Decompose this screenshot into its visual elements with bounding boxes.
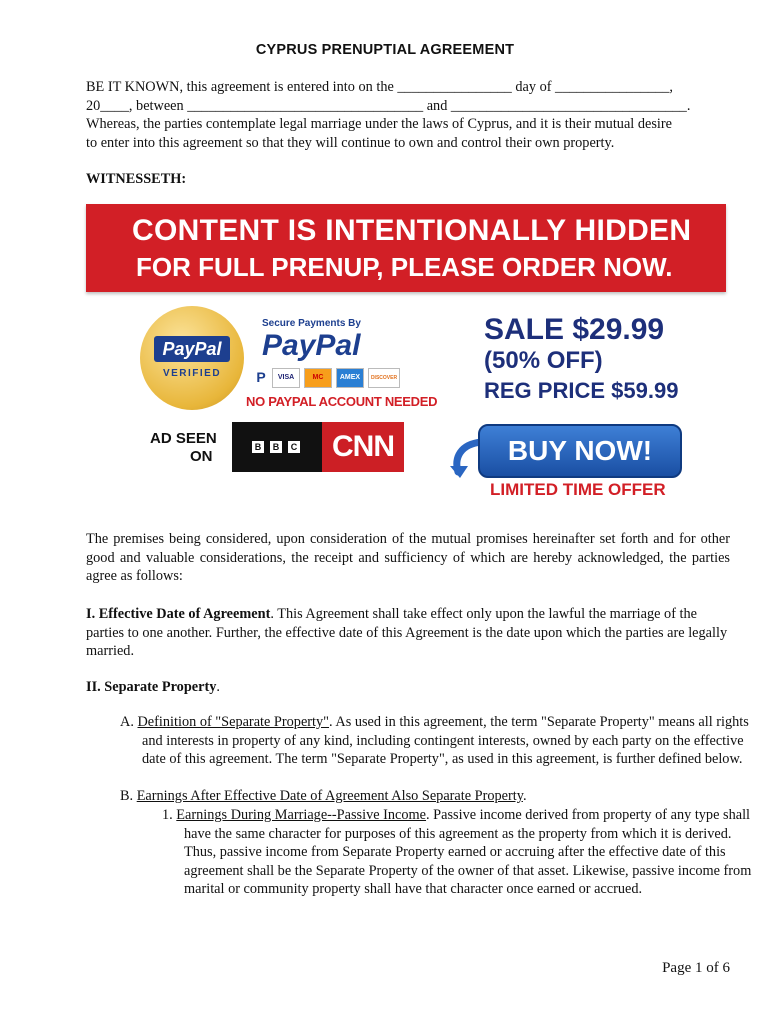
- section-punct: .: [216, 679, 220, 695]
- secure-payments-logo: [262, 318, 412, 363]
- ad-seen-on-label: [150, 430, 217, 466]
- cnn-logo: CNN: [322, 422, 404, 472]
- intro-line: 20____, between _________________________________ and _________________________________.: [86, 97, 691, 114]
- witnesseth-heading: WITNESSETH:: [86, 171, 187, 187]
- bbc-logo: [232, 422, 322, 472]
- intro-line: BE IT KNOWN, this agreement is entered into on the ________________ day of ________________,: [86, 79, 674, 95]
- banner-line-2: FOR FULL PRENUP, PLEASE ORDER NOW.: [136, 252, 673, 282]
- intro-line: to enter into this agreement so that they will continue to own and control their own property.: [86, 134, 615, 151]
- bbc-letter: B: [270, 441, 282, 453]
- bbc-letter: B: [252, 441, 264, 453]
- subsection-heading: Earnings After Effective Date of Agreement Also Separate Property: [136, 788, 523, 804]
- subsection-body: . As used in this agreement, the term "Separate Property" means all rights and interests in property of any kind, including contingent interests, owned by each party on the effective date of this agreement. The term "Separate Property", as used in this agreement, is further defined below.: [142, 714, 749, 767]
- subsection-b: [120, 787, 730, 806]
- subsection-prefix: B.: [120, 788, 137, 804]
- ad-seen-line-1: AD SEEN: [150, 430, 217, 447]
- subsection-prefix: A.: [120, 714, 138, 730]
- section-heading: I. Effective Date of Agreement: [86, 606, 271, 622]
- no-account-needed: NO PAYPAL ACCOUNT NEEDED: [246, 394, 438, 409]
- seal-paypal-label: PayPal: [154, 336, 230, 362]
- sale-price-block: [484, 314, 678, 406]
- paypal-p-icon: P: [256, 369, 266, 385]
- paypal-logo-text: PayPal: [262, 329, 361, 362]
- subsection-prefix: 1.: [162, 807, 177, 823]
- intro-paragraph: [86, 78, 730, 152]
- premises-paragraph: The premises being considered, upon consideration of the mutual promises hereinafter set forth and for other good and valuable considerations, the receipt and sufficiency of which are hereby acknowledged, the parties agree as follows:: [86, 531, 730, 584]
- section-heading: II. Separate Property: [86, 679, 217, 695]
- paypal-verified-seal: [140, 306, 244, 410]
- seal-verified-label: VERIFIED: [162, 368, 222, 379]
- discover-icon: DISCOVER: [368, 368, 400, 388]
- order-banner[interactable]: [86, 204, 726, 292]
- intro-line: Whereas, the parties contemplate legal marriage under the laws of Cyprus, and it is their mutual desire: [86, 116, 672, 132]
- secure-by-label: Secure Payments By: [262, 318, 361, 329]
- document-title: CYPRUS PRENUPTIAL AGREEMENT: [255, 42, 515, 58]
- sale-price: SALE $29.99: [484, 313, 665, 346]
- buy-now-button[interactable]: BUY NOW!: [478, 424, 682, 478]
- ad-seen-line-2: ON: [190, 448, 213, 465]
- section-separate-property: [86, 678, 730, 697]
- subsection-heading: Earnings During Marriage--Passive Income: [176, 807, 427, 823]
- section-body: . This Agreement shall take effect only upon the lawful the marriage of the parties to one another. Further, the effective date of this Agreement is the date upon which the parties are legally married.: [86, 606, 728, 659]
- amex-icon: AMEX: [336, 368, 364, 388]
- page-number: Page 1 of 6: [662, 960, 730, 976]
- limited-offer-label: LIMITED TIME OFFER: [490, 480, 666, 499]
- subsection-heading: Definition of "Separate Property": [137, 714, 330, 730]
- mastercard-icon: MC: [304, 368, 332, 388]
- banner-line-1: CONTENT IS INTENTIONALLY HIDDEN: [132, 214, 692, 247]
- subsection-a: [120, 713, 752, 769]
- visa-icon: VISA: [272, 368, 300, 388]
- discount-label: (50% OFF): [484, 347, 603, 374]
- subsection-body: . Passive income derived from property of any type shall have the same character for purposes of this agreement as the property from which it is derived. Thus, passive income from Separate Property earned or accruing after the effective date of this agreement shall be the Separate Property of the owner of that asset. Likewise, passive income from marital or community property shall have that character once earned or accrued.: [184, 807, 752, 897]
- subsection-b1: [162, 806, 752, 899]
- section-effective-date: [86, 605, 730, 661]
- subsection-punct: .: [522, 788, 527, 804]
- regular-price: REG PRICE $59.99: [484, 378, 679, 403]
- bbc-letter: C: [288, 441, 300, 453]
